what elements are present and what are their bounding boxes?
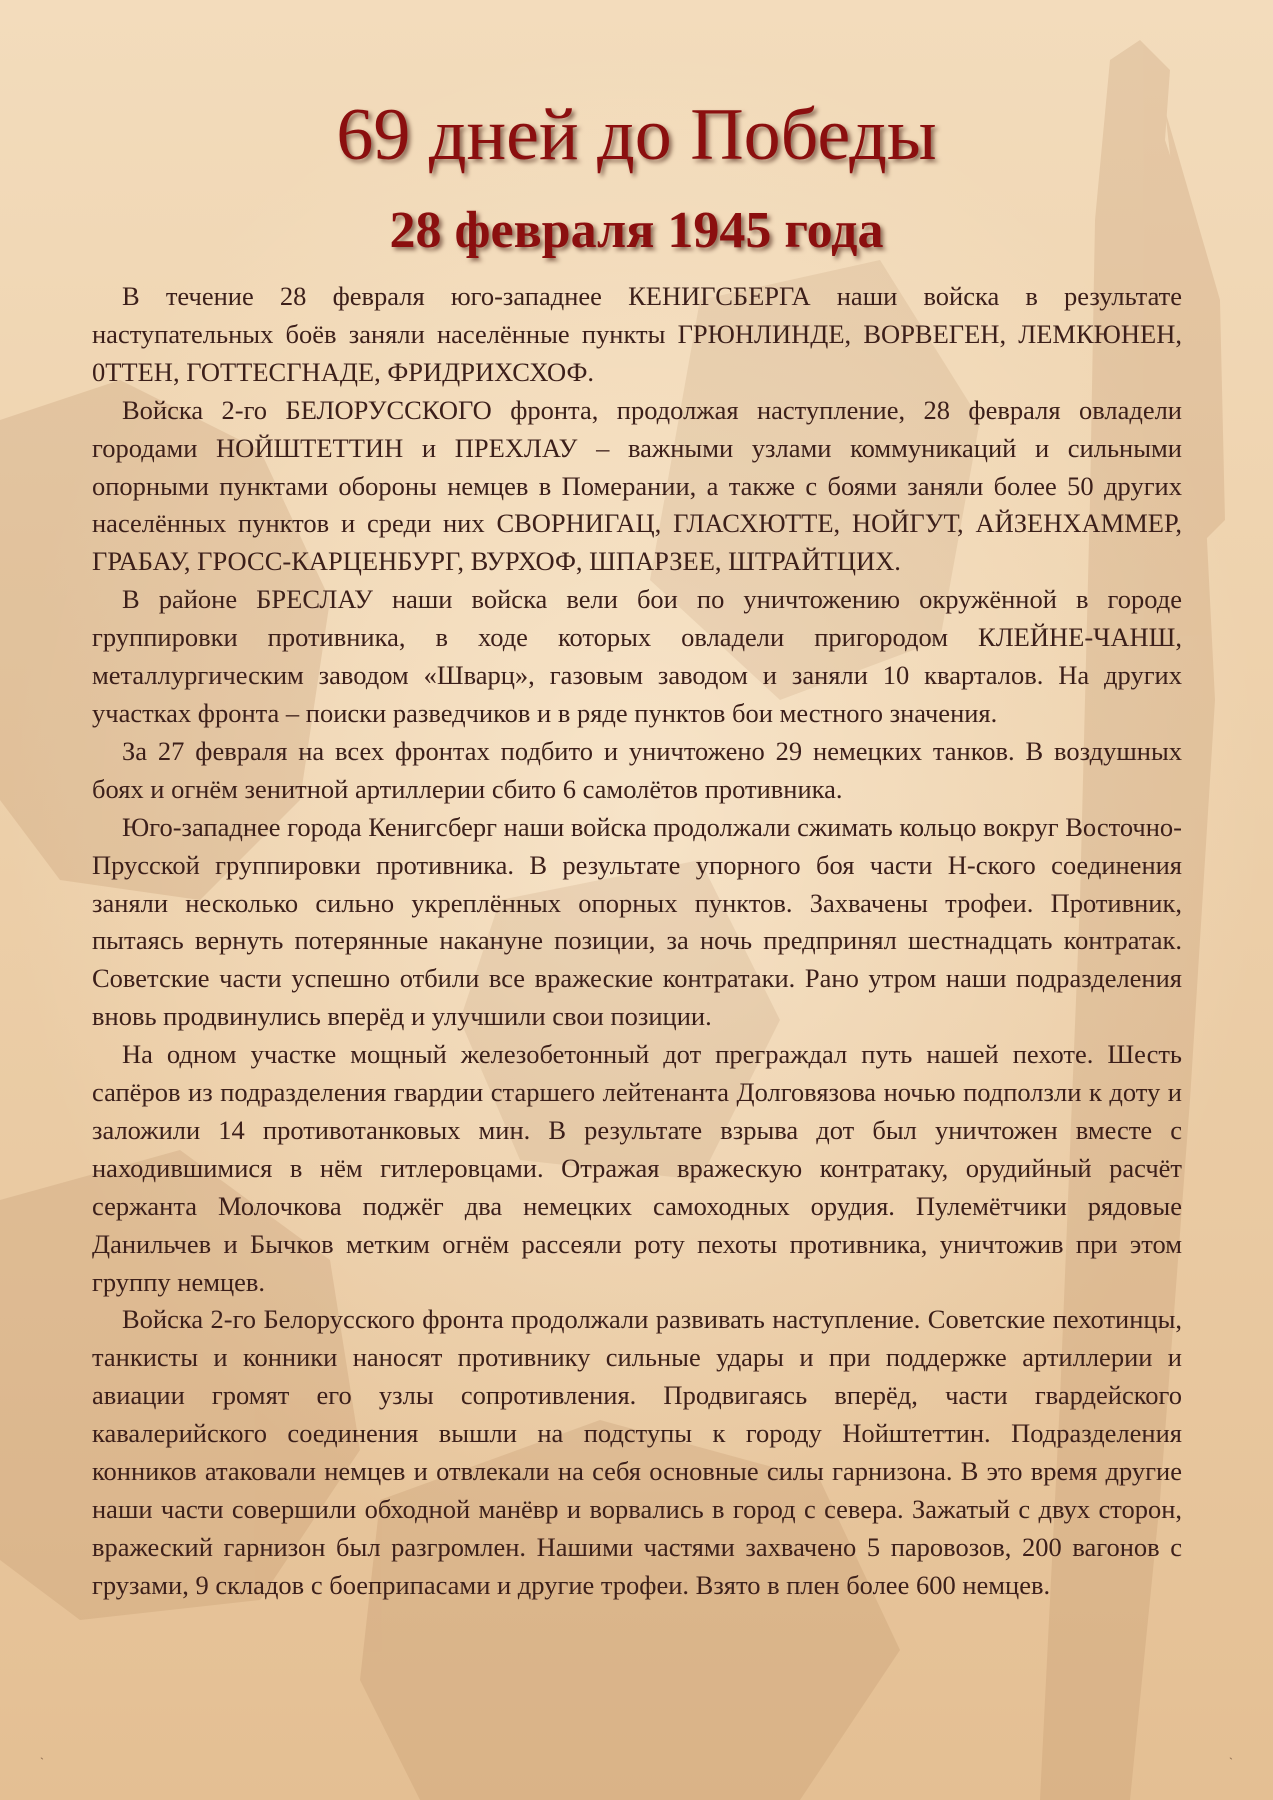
paragraph: Войска 2-го Белорусского фронта продолжали развивать наступление. Советские пехотинцы, танкисты и конники наносят противнику сильные удары и при поддержке артиллерии и авиации громят его узлы сопротивления. Продвигаясь вперёд, части гвардейского кавалерийского соединения вышли на подступы к городу Нойштеттин. Подразделения конников атаковали немцев и отвлекали на себя основные силы гарнизона. В это время другие наши части совершили обходной манёвр и ворвались в город с севера. Зажатый с двух сторон, вражеский гарнизон был разгромлен. Нашими частями захвачено 5 паровозов, 200 вагонов с грузами, 9 складов с боеприпасами и другие трофеи. Взято в плен более 600 немцев. (92, 1304, 1182, 1600)
article-body (92, 278, 1182, 1605)
corner-decoration-left: ` (40, 1755, 44, 1769)
paragraph: За 27 февраля на всех фронтах подбито и уничтожено 29 немецких танков. В воздушных боях и огнём зенитной артиллерии сбито 6 самолётов противника. (92, 735, 1182, 804)
page-subtitle-date: 28 февраля 1945 года (389, 202, 884, 259)
corner-decoration-right: ` (1229, 1755, 1233, 1769)
paragraph: В районе БРЕСЛАУ наши войска вели бои по уничтожению окружённой в городе группировки противника, в ходе которых овладели пригородом КЛЕЙНЕ-ЧАНШ, металлургическим заводом «Шварц», газовым заводом и заняли 10 кварталов. На других участках фронта – поиски разведчиков и в ряде пунктов бои местного значения. (92, 584, 1182, 728)
paragraph: В течение 28 февраля юго-западнее КЕНИГСБЕРГА наши войска в результате наступательных боёв заняли населённые пункты ГРЮНЛИНДЕ, ВОРВЕГЕН, ЛЕМКЮНЕН, 0ТТЕН, ГОТТЕСГНАДЕ, ФРИДРИХСХОФ. (92, 281, 1182, 387)
paragraph: Юго-западнее города Кенигсберг наши войска продолжали сжимать кольцо вокруг Восточно-Прусской группировки противника. В результате упорного боя части Н-ского соединения заняли несколько сильно укреплённых опорных пунктов. Захвачены трофеи. Противник, пытаясь вернуть потерянные накануне позиции, за ночь предпринял шестнадцать контратак. Советские части успешно отбили все вражеские контратаки. Рано утром наши подразделения вновь продвинулись вперёд и улучшили свои позиции. (92, 811, 1182, 1032)
paragraph: Войска 2-го БЕЛОРУССКОГО фронта, продолжая наступление, 28 февраля овладели городами НОЙШТЕТТИН и ПРЕХЛАУ – важными узлами коммуникаций и сильными опорными пунктами обороны немцев в Померании, а также с боями заняли более 50 других населённых пунктов и среди них СВОРНИГАЦ, ГЛАСХЮТТЕ, НОЙГУТ, АЙЗЕНХАММЕР, ГРАБАУ, ГРОСС-КАРЦЕНБУРГ, ВУРХОФ, ШПАРЗЕЕ, ШТРАЙТЦИХ. (92, 394, 1182, 577)
paragraph: На одном участке мощный железобетонный дот преграждал путь нашей пехоте. Шесть сапёров из подразделения гвардии старшего лейтенанта Долговязова ночью подползли к доту и заложили 14 противотанковых мин. В результате взрыва дот был уничтожен вместе с находившимися в нём гитлеровцами. Отражая вражескую контратаку, орудийный расчёт сержанта Молочкова поджёг два немецких самоходных орудия. Пулемётчики рядовые Данильчев и Бычков метким огнём рассеяли роту пехоты противника, уничтожив при этом группу немцев. (92, 1039, 1182, 1297)
page-title: 69 дней до Победы (336, 94, 937, 176)
